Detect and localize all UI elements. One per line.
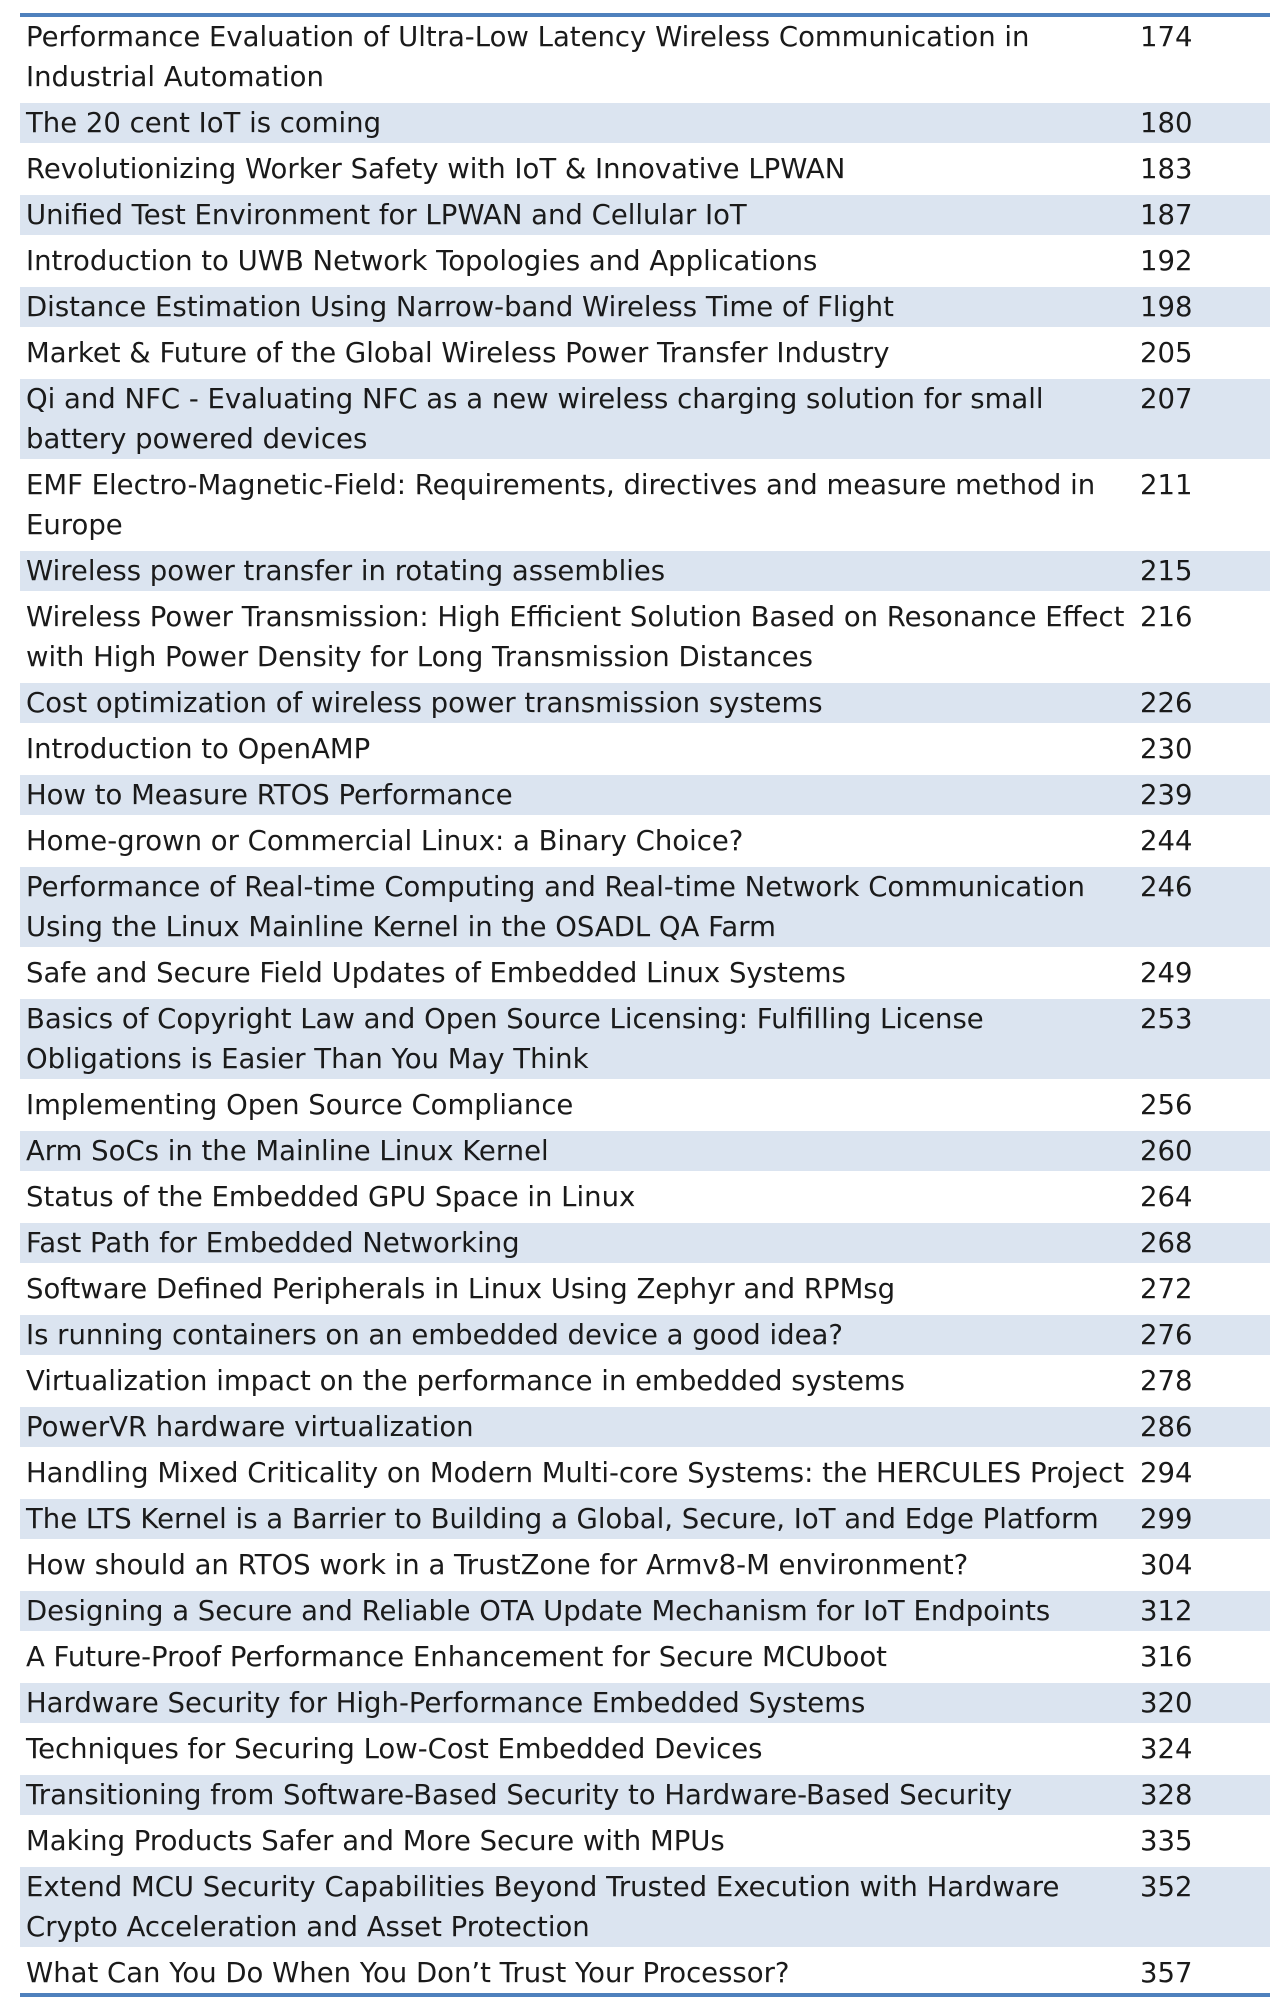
entry-title: The LTS Kernel is a Barrier to Building a Global, Secure, IoT and Edge Platform [26, 1503, 1099, 1535]
entry-page-number: 187 [1140, 199, 1193, 231]
entry-page-number: 299 [1140, 1503, 1193, 1535]
entry-page-number: 246 [1140, 871, 1193, 903]
entry-page-number: 230 [1140, 733, 1193, 765]
toc-entry[interactable] [20, 195, 1270, 235]
toc-entry[interactable] [20, 999, 1270, 1079]
toc-entry[interactable] [20, 1953, 1270, 1993]
toc-entry[interactable] [20, 1499, 1270, 1539]
toc-entry[interactable] [20, 1361, 1270, 1401]
entry-title: EMF Electro-Magnetic-Field: Requirements, directives and measure method in Europe [26, 469, 1096, 541]
toc-entry[interactable] [20, 1085, 1270, 1125]
entry-title: Virtualization impact on the performance in embedded systems [26, 1365, 905, 1397]
entry-page-number: 335 [1140, 1825, 1193, 1857]
toc-entry[interactable] [20, 821, 1270, 861]
entry-page-number: 207 [1140, 383, 1193, 415]
entry-title: Designing a Secure and Reliable OTA Update Mechanism for IoT Endpoints [26, 1595, 1051, 1627]
toc-entry[interactable] [20, 953, 1270, 993]
entry-page-number: 357 [1140, 1957, 1193, 1989]
entry-page-number: 205 [1140, 337, 1193, 369]
entry-title: Market & Future of the Global Wireless Power Transfer Industry [26, 337, 890, 369]
toc-entry[interactable] [20, 241, 1270, 281]
entry-title: What Can You Do When You Don’t Trust Your Processor? [26, 1957, 790, 1989]
entry-page-number: 312 [1140, 1595, 1193, 1627]
entry-page-number: 180 [1140, 107, 1193, 139]
entry-title: Arm SoCs in the Mainline Linux Kernel [26, 1135, 549, 1167]
toc-entry[interactable] [20, 1177, 1270, 1217]
toc-entry[interactable] [20, 465, 1270, 545]
toc-entry[interactable] [20, 1131, 1270, 1171]
toc-entry[interactable] [20, 17, 1270, 97]
entry-title: Is running containers on an embedded device a good idea? [26, 1319, 843, 1351]
entry-title: Software Defined Peripherals in Linux Using Zephyr and RPMsg [26, 1273, 896, 1305]
toc-entry[interactable] [20, 287, 1270, 327]
entry-page-number: 226 [1140, 687, 1193, 719]
toc-entry[interactable] [20, 379, 1270, 459]
toc-entry[interactable] [20, 1315, 1270, 1355]
toc-entry[interactable] [20, 1683, 1270, 1723]
entry-page-number: 286 [1140, 1411, 1193, 1443]
toc-entry[interactable] [20, 1637, 1270, 1677]
entry-page-number: 174 [1140, 21, 1193, 53]
entry-page-number: 324 [1140, 1733, 1193, 1765]
entry-title: Fast Path for Embedded Networking [26, 1227, 520, 1259]
toc-entry[interactable] [20, 1545, 1270, 1585]
toc-entry[interactable] [20, 597, 1270, 677]
toc-entry[interactable] [20, 1729, 1270, 1769]
entry-title: How should an RTOS work in a TrustZone for Armv8-M environment? [26, 1549, 969, 1581]
entry-page-number: 253 [1140, 1003, 1193, 1035]
entry-title: Techniques for Securing Low-Cost Embedded Devices [26, 1733, 763, 1765]
entry-page-number: 320 [1140, 1687, 1193, 1719]
entry-title: A Future-Proof Performance Enhancement for Secure MCUboot [26, 1641, 887, 1673]
entry-page-number: 272 [1140, 1273, 1193, 1305]
entry-title: PowerVR hardware virtualization [26, 1411, 474, 1443]
entry-page-number: 216 [1140, 601, 1193, 633]
entry-title: The 20 cent IoT is coming [26, 107, 382, 139]
entry-page-number: 183 [1140, 153, 1193, 185]
toc-entry[interactable] [20, 1407, 1270, 1447]
entry-page-number: 192 [1140, 245, 1193, 277]
toc-entry[interactable] [20, 149, 1270, 189]
entry-title: How to Measure RTOS Performance [26, 779, 513, 811]
toc-entry[interactable] [20, 729, 1270, 769]
entry-title: Cost optimization of wireless power transmission systems [26, 687, 823, 719]
entry-page-number: 276 [1140, 1319, 1193, 1351]
toc-entry[interactable] [20, 1591, 1270, 1631]
toc-entry[interactable] [20, 1821, 1270, 1861]
entry-page-number: 264 [1140, 1181, 1193, 1213]
entry-title: Revolutionizing Worker Safety with IoT & Innovative LPWAN [26, 153, 846, 185]
entry-title: Qi and NFC - Evaluating NFC as a new wireless charging solution for small battery powered devices [26, 383, 1044, 455]
entry-title: Implementing Open Source Compliance [26, 1089, 574, 1121]
entry-page-number: 256 [1140, 1089, 1193, 1121]
entry-title: Distance Estimation Using Narrow-band Wireless Time of Flight [26, 291, 894, 323]
entry-page-number: 278 [1140, 1365, 1193, 1397]
entry-title: Extend MCU Security Capabilities Beyond Trusted Execution with Hardware Crypto Acceleration and Asset Protection [26, 1871, 1060, 1943]
toc-entry[interactable] [20, 683, 1270, 723]
toc-entry[interactable] [20, 1453, 1270, 1493]
entry-title: Transitioning from Software-Based Security to Hardware-Based Security [26, 1779, 1013, 1811]
entry-page-number: 244 [1140, 825, 1193, 857]
entry-title: Introduction to UWB Network Topologies and Applications [26, 245, 818, 277]
entry-page-number: 239 [1140, 779, 1193, 811]
toc-entry[interactable] [20, 103, 1270, 143]
toc-entry[interactable] [20, 1867, 1270, 1947]
toc-entry[interactable] [20, 333, 1270, 373]
entry-page-number: 249 [1140, 957, 1193, 989]
toc-entry[interactable] [20, 1775, 1270, 1815]
entry-title: Status of the Embedded GPU Space in Linux [26, 1181, 636, 1213]
toc-entry[interactable] [20, 1223, 1270, 1263]
entry-title: Performance Evaluation of Ultra-Low Latency Wireless Communication in Industrial Automation [26, 21, 1030, 93]
table-of-contents [20, 13, 1270, 1997]
entry-page-number: 328 [1140, 1779, 1193, 1811]
entry-page-number: 215 [1140, 555, 1193, 587]
entry-title: Wireless Power Transmission: High Efficient Solution Based on Resonance Effect with High Power Density for Long Transmission Distances [26, 601, 1125, 673]
toc-entry[interactable] [20, 551, 1270, 591]
entry-page-number: 304 [1140, 1549, 1193, 1581]
entry-title: Home-grown or Commercial Linux: a Binary Choice? [26, 825, 744, 857]
entry-title: Hardware Security for High-Performance Embedded Systems [26, 1687, 866, 1719]
entry-page-number: 352 [1140, 1871, 1193, 1903]
toc-entry[interactable] [20, 1269, 1270, 1309]
entry-page-number: 260 [1140, 1135, 1193, 1167]
entry-title: Wireless power transfer in rotating assemblies [26, 555, 666, 587]
entry-title: Introduction to OpenAMP [26, 733, 371, 765]
entry-title: Making Products Safer and More Secure with MPUs [26, 1825, 725, 1857]
entry-page-number: 211 [1140, 469, 1193, 501]
entry-title: Handling Mixed Criticality on Modern Multi-core Systems: the HERCULES Project [26, 1457, 1125, 1489]
entry-page-number: 268 [1140, 1227, 1193, 1259]
entry-title: Performance of Real-time Computing and Real-time Network Communication Using the Linux Mainline Kernel in the OSADL QA Farm [26, 871, 1085, 943]
entry-title: Unified Test Environment for LPWAN and Cellular IoT [26, 199, 747, 231]
entry-title: Safe and Secure Field Updates of Embedded Linux Systems [26, 957, 846, 989]
entry-page-number: 198 [1140, 291, 1193, 323]
entry-page-number: 294 [1140, 1457, 1193, 1489]
entry-title: Basics of Copyright Law and Open Source Licensing: Fulfilling License Obligations is Easier Than You May Think [26, 1003, 984, 1075]
toc-entry[interactable] [20, 867, 1270, 947]
toc-entry[interactable] [20, 775, 1270, 815]
entry-page-number: 316 [1140, 1641, 1193, 1673]
